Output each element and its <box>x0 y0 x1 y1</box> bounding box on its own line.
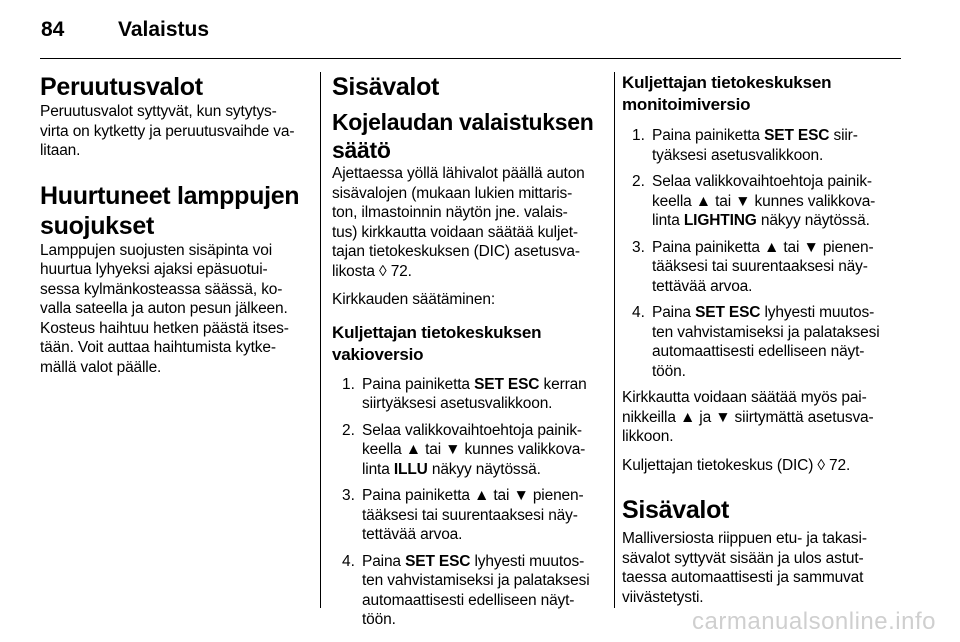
text-line: Lamppujen suojusten sisäpinta voi <box>40 241 273 259</box>
list-number: 1. <box>342 375 355 393</box>
text-line <box>362 552 604 572</box>
text-fragment: ten vahvistamiseksi ja palataksesi <box>652 323 880 341</box>
text-line <box>652 257 904 277</box>
steps-list <box>622 126 904 388</box>
text-line: taessa automaattisesti ja sammuvat <box>622 569 864 586</box>
text-fragment: Selaa valikkovaihtoehtoja painik- <box>362 421 582 439</box>
text-fragment: keella ▲ tai ▼ kunnes valikkova- <box>652 192 876 210</box>
column-3 <box>622 72 904 607</box>
text-line: tus) kirkkautta voidaan säätää kuljet- <box>332 223 578 241</box>
text-line: litaan. <box>40 142 81 159</box>
text-fragment: ten vahvistamiseksi ja palataksesi <box>362 572 590 589</box>
text-line <box>362 375 604 395</box>
text-line <box>652 362 904 382</box>
heading-line: Kuljettajan tietokeskuksen <box>332 322 542 342</box>
column-2 <box>332 72 604 637</box>
text-line: Peruutusvalot syttyvät, kun sytytys- <box>40 103 277 120</box>
list-number: 1. <box>632 127 645 144</box>
text-fragment: tettävää arvoa. <box>362 526 463 543</box>
text-line <box>652 238 904 258</box>
text-line <box>362 506 604 526</box>
column-divider <box>320 72 321 608</box>
button-name: LIGHTING <box>683 212 757 229</box>
list-item <box>622 238 904 297</box>
heading-interior-lights-2: Sisävalot <box>622 496 730 524</box>
text-fragment: näkyy näytössä. <box>427 460 541 478</box>
button-name: SET ESC <box>474 375 540 393</box>
text-fragment: Paina <box>652 304 696 321</box>
text-fragment: näkyy näytössä. <box>756 212 870 229</box>
button-name: ILLU <box>393 460 428 478</box>
text-line <box>362 571 604 591</box>
text-line: Kosteus haihtuu hetken päästä itses- <box>40 319 289 337</box>
text-line <box>362 460 604 480</box>
text-line <box>652 146 904 166</box>
text-fragment: Paina painiketta <box>652 127 765 144</box>
text-line: viivästetysti. <box>622 588 704 606</box>
text-line <box>652 192 904 212</box>
text-line <box>652 172 904 192</box>
list-item <box>622 172 904 231</box>
list-item <box>332 486 604 545</box>
text-fragment: Paina painiketta ▲ tai ▼ pienen- <box>362 487 584 504</box>
text-line: tajan tietokeskuksen (DIC) asetusva- <box>332 243 580 260</box>
text-line: likosta ◊ 72. <box>332 262 412 280</box>
text-line: likkoon. <box>622 428 674 445</box>
text-line <box>652 342 904 362</box>
text-line: mällä valot päälle. <box>40 358 162 376</box>
heading-line: Kojelaudan valaistuksen <box>332 109 594 135</box>
heading-dash-illumination <box>332 108 604 164</box>
text-line: valla sateella ja auton pesun jälkeen. <box>40 300 288 317</box>
text-fragment: tettävää arvoa. <box>652 277 753 295</box>
text-line: sisävalojen (mukaan lukien mittaris- <box>332 184 573 202</box>
heading-line: Huurtuneet lamppujen <box>40 181 300 210</box>
text-fragment: linta <box>362 460 394 478</box>
text-fragment: tääksesi tai suurentaaksesi näy- <box>652 258 868 275</box>
heading-multifunction-dic <box>622 72 904 116</box>
button-name: SET ESC <box>764 127 830 144</box>
text-line <box>652 277 904 297</box>
text-fragment: töön. <box>652 362 686 380</box>
watermark: carmanualsonline.info <box>692 608 936 635</box>
text-fragment: lyhyesti muutos- <box>760 304 875 321</box>
text-line: nikkeilla ▲ ja ▼ siirtymättä asetusva- <box>622 408 874 426</box>
paragraph-fogged-lenses <box>40 241 308 378</box>
text-line: tään. Voit auttaa haihtumista kytke- <box>40 339 276 356</box>
text-line: huurtua lyhyeksi ajaksi epäsuotui- <box>40 261 268 278</box>
text-line: ton, ilmastoinnin näytön jne. valais- <box>332 204 568 221</box>
text-line <box>362 610 604 630</box>
text-fragment: Paina painiketta <box>362 375 475 393</box>
list-number: 3. <box>342 487 355 504</box>
text-line <box>362 394 604 414</box>
text-fragment: siir- <box>829 127 858 144</box>
list-number: 2. <box>632 173 645 190</box>
text-fragment: Selaa valikkovaihtoehtoja painik- <box>652 173 872 190</box>
text-fragment: kerran <box>539 375 587 393</box>
section-title: Valaistus <box>118 18 210 41</box>
heading-line: monitoimiversio <box>622 95 751 114</box>
text-line: virta on kytketty ja peruutusvaihde va- <box>40 122 295 140</box>
button-name: SET ESC <box>405 552 471 570</box>
text-line: Kirkkautta voidaan säätää myös pai- <box>622 389 867 406</box>
paragraph-brightness-adjust: Kirkkauden säätäminen: <box>332 291 495 308</box>
heading-line: Kuljettajan tietokeskuksen <box>622 73 832 92</box>
heading-line: suojukset <box>40 211 154 240</box>
list-number: 4. <box>342 552 355 570</box>
text-fragment: automaattisesti edelliseen näyt- <box>652 343 865 360</box>
text-line <box>362 486 604 506</box>
text-line <box>652 303 904 323</box>
text-fragment: Paina painiketta ▲ tai ▼ pienen- <box>652 238 874 256</box>
list-number: 4. <box>632 304 645 321</box>
text-line: Ajettaessa yöllä lähivalot päällä auton <box>332 165 585 182</box>
paragraph-reverse-lights <box>40 102 308 161</box>
button-name: SET ESC <box>695 304 761 321</box>
column-divider <box>614 72 615 608</box>
page-number: 84 <box>41 18 65 41</box>
heading-base-dic <box>332 322 604 366</box>
list-item <box>332 552 604 630</box>
text-fragment: siirtyäksesi asetusvalikkoon. <box>362 395 553 412</box>
paragraph-also-adjust <box>622 388 904 447</box>
list-item <box>332 421 604 480</box>
text-fragment: keella ▲ tai ▼ kunnes valikkova- <box>362 441 586 458</box>
text-line <box>362 525 604 545</box>
text-line <box>362 421 604 441</box>
text-fragment: Paina <box>362 552 406 570</box>
text-fragment: töön. <box>362 611 396 628</box>
heading-reverse-lights: Peruutusvalot <box>40 73 203 101</box>
paragraph-dic-reference: Kuljettajan tietokeskus (DIC) ◊ 72. <box>622 456 851 474</box>
paragraph-interior-lights <box>622 529 904 607</box>
text-line: sävalot syttyvät sisään ja ulos astut- <box>622 549 864 567</box>
text-line: Malliversiosta riippuen etu- ja takasi- <box>622 530 867 547</box>
column-1 <box>40 72 308 377</box>
text-fragment: tääksesi tai suurentaaksesi näy- <box>362 506 578 524</box>
text-line <box>652 323 904 343</box>
text-line <box>652 126 904 146</box>
text-line <box>652 211 904 231</box>
text-line <box>362 440 604 460</box>
steps-list <box>332 375 604 637</box>
list-item <box>332 375 604 414</box>
list-number: 2. <box>342 421 355 439</box>
text-fragment: automaattisesti edelliseen näyt- <box>362 591 575 609</box>
list-number: 3. <box>632 238 645 256</box>
heading-interior-lights: Sisävalot <box>332 73 440 101</box>
text-line <box>362 591 604 611</box>
text-fragment: linta <box>652 212 684 229</box>
heading-line: vakioversio <box>332 344 424 364</box>
text-line: sessa kylmänkosteassa säässä, ko- <box>40 280 283 298</box>
list-item <box>622 303 904 381</box>
text-fragment: lyhyesti muutos- <box>470 552 585 570</box>
heading-line: säätö <box>332 137 391 163</box>
text-fragment: tyäksesi asetusvalikkoon. <box>652 146 824 164</box>
header-rule <box>40 58 901 59</box>
heading-fogged-lenses <box>40 181 308 241</box>
paragraph-dash-illumination <box>332 164 604 281</box>
list-item <box>622 126 904 165</box>
